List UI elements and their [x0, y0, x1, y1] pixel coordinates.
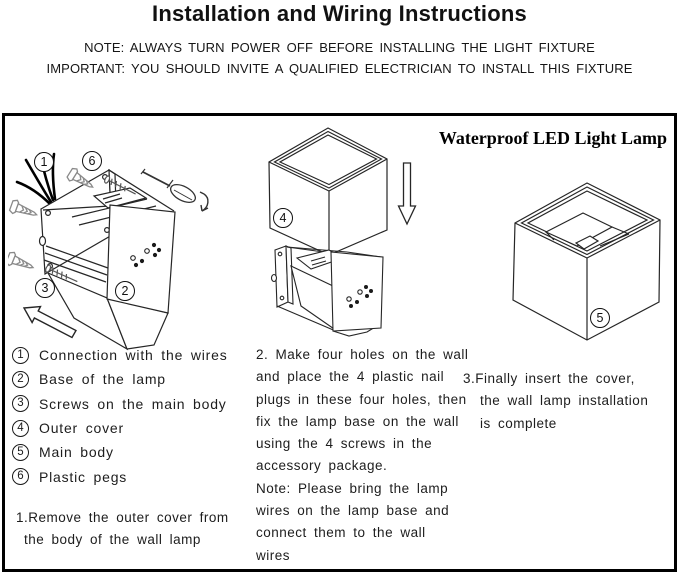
callout-2-base: 2: [115, 281, 135, 301]
step-3-line: 3.Finally insert the cover,: [463, 371, 635, 386]
legend-num-5: 5: [12, 444, 29, 461]
legend-item-wires: [12, 343, 228, 367]
legend-label-4: Outer cover: [39, 420, 124, 437]
callout-4-outer-cover: 4: [273, 208, 293, 228]
legend-num-3: 3: [12, 395, 29, 412]
note-line-1: NOTE: ALWAYS TURN POWER OFF BEFORE INSTALLING THE LIGHT FIXTURE: [84, 40, 595, 55]
step-2-line: wires on the lamp base and: [256, 503, 450, 519]
legend-num-2: 2: [12, 371, 29, 388]
step-1-text: [16, 507, 229, 552]
parts-legend: [12, 343, 228, 489]
figure-assembled-lamp: [488, 182, 668, 350]
step-2-line: fix the lamp base on the wall: [256, 413, 459, 429]
step-2-line: Note: Please bring the lamp: [256, 480, 449, 496]
arrow-down-icon: [399, 163, 416, 224]
callout-5-main-body: 5: [590, 308, 610, 328]
legend-label-2: Base of the lamp: [39, 371, 166, 388]
legend-item-main-body: [12, 440, 228, 464]
step-2-line: wires: [256, 547, 291, 563]
mounting-plate: [40, 170, 118, 274]
step-2-line: plugs in these four holes, then: [256, 391, 467, 407]
legend-item-pegs: [12, 464, 228, 488]
legend-num-1: 1: [12, 347, 29, 364]
step-1-line: 1.Remove the outer cover from: [16, 510, 229, 525]
legend-item-outer-cover: [12, 416, 228, 440]
step-3-line: the wall lamp installation: [480, 393, 649, 409]
step-2-line: using the 4 screws in the: [256, 436, 433, 452]
legend-label-5: Main body: [39, 444, 114, 461]
legend-num-4: 4: [12, 420, 29, 437]
page-title: Installation and Wiring Instructions: [152, 1, 527, 26]
legend-item-base: [12, 367, 228, 391]
step-3-text: [463, 368, 648, 435]
diagram-frame: [2, 113, 677, 572]
arrow-up-left-icon: [24, 307, 76, 338]
wall-anchor-icon-left-2: [8, 251, 36, 274]
legend-label-6: Plastic pegs: [39, 468, 128, 485]
product-label: Waterproof LED Light Lamp: [438, 128, 667, 148]
outer-cover-drawing: [269, 128, 387, 255]
callout-3-screws: 3: [35, 278, 55, 298]
step-3-line: is complete: [480, 415, 557, 431]
note-line-2: IMPORTANT: YOU SHOULD INVITE A QUALIFIED ELECTRICIAN TO INSTALL THIS FIXTURE: [46, 61, 633, 76]
lamp-base-drawing: [272, 246, 384, 336]
legend-label-1: Connection with the wires: [39, 347, 228, 364]
callout-1-wires: 1: [34, 152, 54, 172]
step-2-line: connect them to the wall: [256, 525, 426, 541]
figure-cover-placement: [253, 118, 438, 343]
screwdriver-icon: [141, 169, 198, 206]
step-2-line: accessory package.: [256, 458, 388, 474]
step-1-line: the body of the wall lamp: [24, 532, 201, 548]
callout-6-pegs: 6: [82, 151, 102, 171]
legend-item-screws: [12, 392, 228, 416]
step-2-line: and place the 4 plastic nail: [256, 369, 445, 385]
wall-anchor-icon-left-1: [9, 199, 39, 221]
rotate-arrow-icon: [200, 192, 208, 211]
assembled-lamp-drawing: [513, 183, 660, 340]
legend-num-6: 6: [12, 468, 29, 485]
step-2-line: 2. Make four holes on the wall: [256, 347, 469, 362]
step-2-text: [256, 344, 468, 567]
legend-label-3: Screws on the main body: [39, 395, 227, 412]
